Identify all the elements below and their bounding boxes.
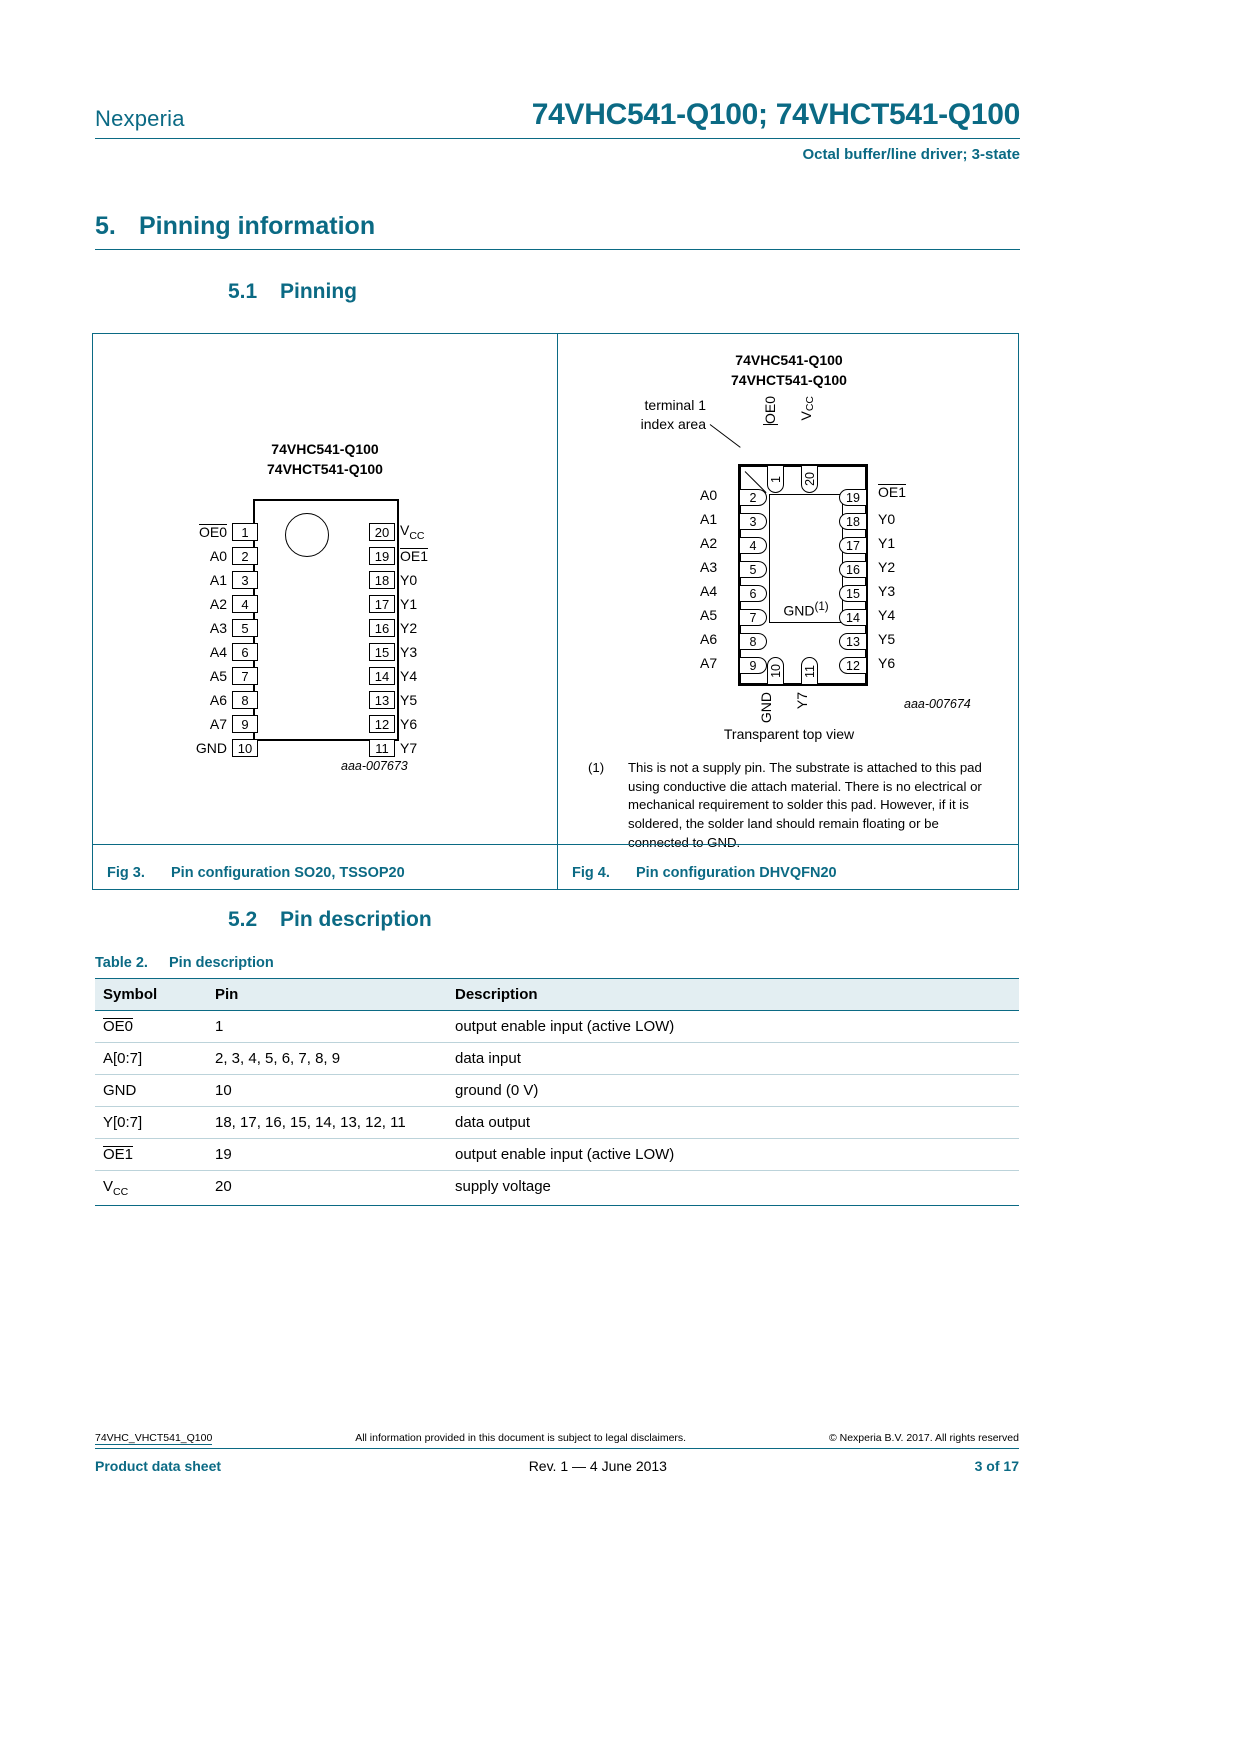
so20-drawing-id: aaa-007673 <box>341 759 408 773</box>
header-divider <box>95 138 1020 139</box>
pin-label: A5 <box>209 668 227 684</box>
figure-so20 <box>93 334 557 889</box>
page-header <box>95 98 1020 163</box>
pin1-dot-icon <box>285 513 329 557</box>
table-row <box>95 1107 1019 1139</box>
footnote-text: This is not a supply pin. The substrate is attached to this pad using conductive die attach material. There is no electrical or mechanical requirement to solder this pad. However, if it is soldered, the solder land should remain floating or be connected to GND. <box>628 760 982 850</box>
qfn-right-pin-label: Y5 <box>878 631 896 647</box>
pin-label: OE0 <box>198 524 227 540</box>
so20-pin-row <box>369 618 460 638</box>
pin-label: Y0 <box>400 572 418 588</box>
pin-number: 20 <box>369 523 395 541</box>
pin-label: Y6 <box>400 716 418 732</box>
qfn-left-pin-label: A6 <box>700 631 718 647</box>
qfn-pin: 18 <box>839 513 867 530</box>
column-header-description: Description <box>447 979 1019 1011</box>
pin-number: 17 <box>369 595 395 613</box>
section-title: Pinning information <box>139 212 376 240</box>
figure-caption-dhvqfn20 <box>572 865 837 881</box>
qfn-left-pin-label: A2 <box>700 535 718 551</box>
figure-container <box>92 333 1019 890</box>
qfn-pin: 7 <box>739 609 767 626</box>
cell-symbol: GND <box>95 1075 207 1107</box>
pin-label: $V_{CC}$ <box>400 522 425 542</box>
qfn-left-pin-label: A1 <box>700 511 718 527</box>
so20-pin-row <box>167 666 258 686</box>
qfn-right-pin-label: Y4 <box>878 607 896 623</box>
pin-number: 14 <box>369 667 395 685</box>
pin-number: 8 <box>232 691 258 709</box>
so20-pin-row <box>369 570 460 590</box>
so20-pin-row <box>369 522 460 542</box>
qfn-left-pin-label: A0 <box>700 487 718 503</box>
subsection-number: 5.2 <box>228 908 258 931</box>
qfn-right-pin-label: Y1 <box>878 535 896 551</box>
cell-pin: 10 <box>207 1075 447 1107</box>
pin-number: 19 <box>369 547 395 565</box>
subsection-number: 5.1 <box>228 280 258 303</box>
column-header-symbol: Symbol <box>95 979 207 1011</box>
figure-number: Fig 4. <box>572 865 610 881</box>
footer-copyright: © Nexperia B.V. 2017. All rights reserved <box>828 1432 1019 1444</box>
so20-pin-row <box>167 522 258 542</box>
qfn-pin: 6 <box>739 585 767 602</box>
qfn-pin: 14 <box>839 609 867 626</box>
pin-number: 4 <box>232 595 258 613</box>
table-row <box>95 1075 1019 1107</box>
figure-number: Fig 3. <box>107 865 145 881</box>
qfn-bottom-pin-label: GND <box>758 692 774 724</box>
qfn-pin: 16 <box>839 561 867 578</box>
cell-description: supply voltage <box>447 1171 1019 1206</box>
pin-number: 11 <box>369 739 395 757</box>
footer-doc-id: 74VHC_VHCT541_Q100 <box>95 1432 213 1444</box>
so20-pin-row <box>369 714 460 734</box>
qfn-pin: 10 <box>767 657 784 685</box>
qfn-top-pin-label: $V_{CC}$ <box>798 396 816 421</box>
pin-label: Y3 <box>400 644 418 660</box>
brand-logo: Nexperia <box>95 106 185 131</box>
so20-pin-row <box>167 570 258 590</box>
qfn-pin: 15 <box>839 585 867 602</box>
qfn-center-pad <box>769 494 843 623</box>
cell-pin: 19 <box>207 1139 447 1171</box>
qfn-right-pin-label: Y6 <box>878 655 896 671</box>
cell-description: data output <box>447 1107 1019 1139</box>
pin-number: 10 <box>232 739 258 757</box>
qfn-pin: 11 <box>801 657 818 685</box>
cell-description: ground (0 V) <box>447 1075 1019 1107</box>
qfn-pin: 17 <box>839 537 867 554</box>
so20-package-title: 74VHC541-Q100 74VHCT541-Q100 <box>267 441 383 478</box>
so20-pin-row <box>167 714 258 734</box>
pin-number: 16 <box>369 619 395 637</box>
cell-symbol: Y[0:7] <box>95 1107 207 1139</box>
qfn-right-pin-label: Y0 <box>878 511 896 527</box>
pin-label: Y5 <box>400 692 418 708</box>
cell-description: output enable input (active LOW) <box>447 1139 1019 1171</box>
column-header-pin: Pin <box>207 979 447 1011</box>
qfn-left-pin-label: A4 <box>700 583 718 599</box>
section-number: 5. <box>95 212 116 240</box>
pin-number: 15 <box>369 643 395 661</box>
pin-label: A6 <box>209 692 227 708</box>
footer-revision: Rev. 1 — 4 June 2013 <box>528 1458 667 1474</box>
footer-disclaimer: All information provided in this document is subject to legal disclaimers. <box>355 1432 687 1444</box>
table-caption-text: Pin description <box>169 955 274 971</box>
so20-drawing <box>93 334 557 804</box>
pin-label: A3 <box>209 620 227 636</box>
cell-pin: 18, 17, 16, 15, 14, 13, 12, 11 <box>207 1107 447 1139</box>
qfn-bottom-pin-label: Y7 <box>794 692 810 710</box>
so20-pin-row <box>369 546 460 566</box>
qfn-drawing-id: aaa-007674 <box>904 697 971 711</box>
so20-pin-row <box>369 666 460 686</box>
so20-pin-row <box>167 594 258 614</box>
qfn-package-title: 74VHC541-Q100 74VHCT541-Q100 <box>731 352 847 389</box>
so20-pin-row <box>167 618 258 638</box>
cell-symbol: OE1 <box>95 1139 207 1171</box>
cell-pin: 20 <box>207 1171 447 1206</box>
figure-caption-divider <box>558 844 1019 845</box>
table-row <box>95 1043 1019 1075</box>
cell-description: output enable input (active LOW) <box>447 1011 1019 1043</box>
qfn-pin: 20 <box>801 465 818 493</box>
qfn-left-pin-label: A5 <box>700 607 718 623</box>
cell-description: data input <box>447 1043 1019 1075</box>
terminal1-leader-line <box>710 424 741 448</box>
so20-pin-row <box>369 690 460 710</box>
qfn-right-pin-label: Y2 <box>878 559 896 575</box>
figure-caption-text: Pin configuration DHVQFN20 <box>636 865 837 881</box>
pin-number: 6 <box>232 643 258 661</box>
pin-label: OE1 <box>400 548 429 564</box>
qfn-pin: 19 <box>839 489 867 506</box>
cell-symbol: A[0:7] <box>95 1043 207 1075</box>
page-footer <box>95 1432 1019 1474</box>
subsection-title: Pinning <box>280 280 357 303</box>
document-subtitle: Octal buffer/line driver; 3-state <box>802 146 1020 163</box>
pin-label: GND <box>195 740 227 756</box>
section-divider <box>95 249 1020 250</box>
so20-pin-row <box>167 642 258 662</box>
subsection-pin-description <box>228 908 432 932</box>
terminal1-index-note: terminal 1 index area <box>640 397 706 432</box>
so20-pin-row <box>369 642 460 662</box>
pin-number: 3 <box>232 571 258 589</box>
figure-caption-so20 <box>107 865 405 881</box>
pin-number: 5 <box>232 619 258 637</box>
pin-label: A1 <box>209 572 227 588</box>
footer-divider <box>95 1448 1019 1449</box>
cell-pin: 2, 3, 4, 5, 6, 7, 8, 9 <box>207 1043 447 1075</box>
dhvqfn20-drawing <box>558 334 1020 850</box>
pin-label: Y4 <box>400 668 418 684</box>
pin-number: 7 <box>232 667 258 685</box>
table-row <box>95 1011 1019 1043</box>
qfn-footnote <box>588 759 1000 853</box>
pin-number: 18 <box>369 571 395 589</box>
pin-label: Y7 <box>400 740 418 756</box>
document-title: 74VHC541-Q100; 74VHCT541-Q100 <box>531 98 1020 131</box>
section-heading <box>95 212 1020 250</box>
so20-pin-row <box>369 594 460 614</box>
qfn-pin: 1 <box>767 465 784 493</box>
figure-caption-divider <box>93 844 557 845</box>
qfn-left-pin-label: A3 <box>700 559 718 575</box>
cell-pin: 1 <box>207 1011 447 1043</box>
qfn-pin: 2 <box>739 489 767 506</box>
cell-symbol: $V_{CC}$ <box>95 1171 207 1206</box>
qfn-center-pad-label: GND$^{(1)}$ <box>783 600 829 619</box>
table-caption <box>95 955 274 971</box>
qfn-pin: 12 <box>839 657 867 674</box>
footer-doc-type: Product data sheet <box>95 1458 222 1474</box>
qfn-view-label: Transparent top view <box>723 726 855 742</box>
pin-label: Y1 <box>400 596 418 612</box>
table-header-row <box>95 979 1019 1011</box>
so20-pin-row <box>167 690 258 710</box>
qfn-pin: 9 <box>739 657 767 674</box>
qfn-pin: 8 <box>739 633 767 650</box>
qfn-right-pin-label: Y3 <box>878 583 896 599</box>
so20-pin-row <box>167 546 258 566</box>
pin-label: A4 <box>209 644 227 660</box>
pin-label: A0 <box>209 548 227 564</box>
subsection-pinning <box>228 280 357 304</box>
qfn-package-body <box>738 464 868 686</box>
qfn-pin: 13 <box>839 633 867 650</box>
qfn-pin: 3 <box>739 513 767 530</box>
so20-pin-row <box>369 738 460 758</box>
qfn-left-pin-label: A7 <box>700 655 718 671</box>
qfn-pin: 5 <box>739 561 767 578</box>
pin-number: 13 <box>369 691 395 709</box>
qfn-top-pin-label: OE0 <box>762 396 778 425</box>
qfn-pin: 4 <box>739 537 767 554</box>
table-number: Table 2. <box>95 955 148 971</box>
figure-caption-text: Pin configuration SO20, TSSOP20 <box>171 865 405 881</box>
so20-pin-row <box>167 738 258 758</box>
table-row <box>95 1139 1019 1171</box>
pin-number: 12 <box>369 715 395 733</box>
footnote-marker: (1) <box>588 760 605 775</box>
figure-dhvqfn20 <box>557 334 1019 889</box>
pin-number: 1 <box>232 523 258 541</box>
subsection-title: Pin description <box>280 908 432 931</box>
pin-label: A7 <box>209 716 227 732</box>
pin-label: Y2 <box>400 620 418 636</box>
footer-page-number: 3 of 17 <box>974 1458 1019 1474</box>
pin-number: 9 <box>232 715 258 733</box>
qfn-right-pin-label: OE1 <box>878 484 907 500</box>
pin-number: 2 <box>232 547 258 565</box>
cell-symbol: OE0 <box>95 1011 207 1043</box>
pin-description-table <box>95 978 1019 1206</box>
table-row <box>95 1171 1019 1206</box>
pin-label: A2 <box>209 596 227 612</box>
